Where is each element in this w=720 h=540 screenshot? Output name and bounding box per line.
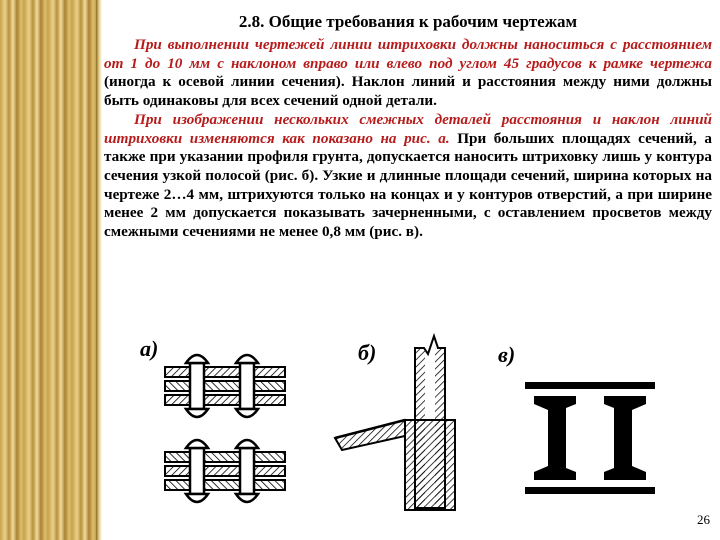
paragraph2-highlight: При изображении нескольких смежных деталей расстояния и наклон линий штриховки изменяются как показано на рис. а. (104, 110, 712, 147)
paragraph-hatching-rules (104, 36, 712, 111)
figure-b-wall-and-soil (320, 328, 480, 518)
page-title: 2.8. Общие требования к рабочим чертежам (238, 12, 578, 31)
slide-content (104, 8, 712, 242)
figure-v-label: в) (498, 342, 516, 367)
paragraph1-body: (иногда к осевой линии сечения). Наклон линий и расстояния между ними должны быть одинаковы для всех сечений одной детали. (104, 73, 712, 110)
joint-top (165, 355, 285, 417)
decorative-stripe-edge (96, 0, 102, 540)
figure-a-label: а) (140, 336, 159, 361)
figure-v-ibeam-sections (520, 378, 660, 498)
decorative-gold-stripe (0, 0, 96, 540)
paragraph2-body: При больших площадях сечений, а также при указании профиля грунта, допускается наносить штриховку лишь у контура сечения узкой полосой (рис. б). Узкие и длинные площади сечений, ширина которых на чертеже 2…4 мм, штрихуются только на концах и у контуров отверстий, а при ширине менее 2 мм допускается показывать зачерненными, с оставлением просветов между смежными сечениями не менее 0,8 мм (рис. в). (104, 129, 712, 241)
figure-a-riveted-joints (160, 345, 290, 515)
paragraph1-highlight: При выполнении чертежей линии штриховки должны наноситься с расстоянием от 1 до 10 мм с наклоном вправо или влево под углом 45 градусов к рамке чертежа (104, 36, 712, 72)
joint-bottom (165, 440, 285, 502)
page-number: 26 (697, 512, 710, 527)
paragraph-adjacent-parts (104, 111, 712, 242)
figure-b-label: б) (358, 340, 377, 365)
